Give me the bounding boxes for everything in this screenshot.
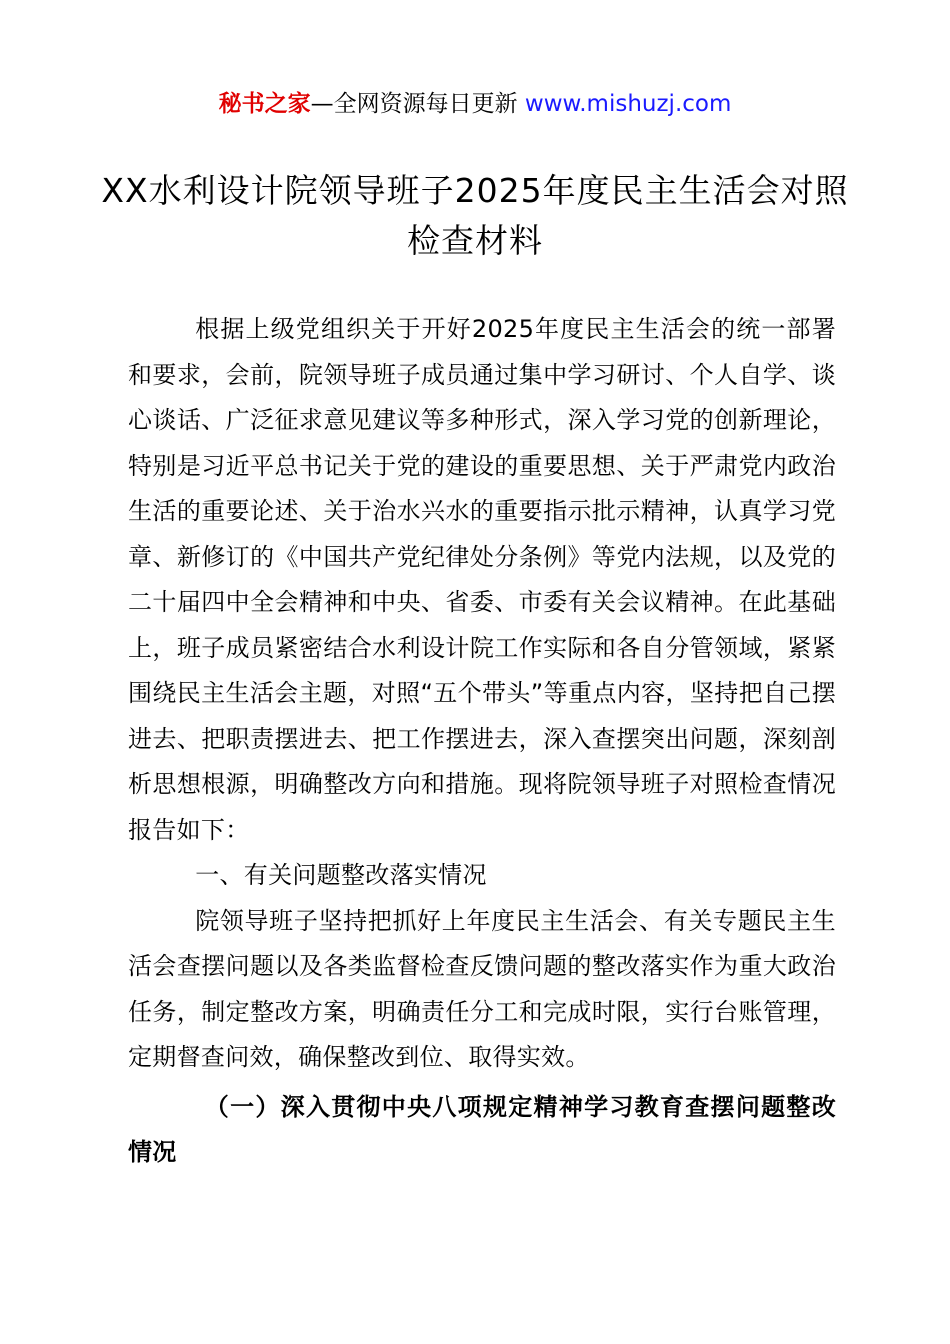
intro-paragraph: 根据上级党组织关于开好2025年度民主生活会的统一部署和要求，会前，院领导班子成员通过集中学习研讨、个人自学、谈心谈话、广泛征求意见建议等多种形式，深入学习党的创新理论，特别是习近平总书记关于党的建设的重要思想、关于严肃党内政治生活的重要论述、关于治水兴水的重要指示批示精神，认真学习党章、新修订的《中国共产党纪律处分条例》等党内法规，以及党的二十届四中全会精神和中央、省委、市委有关会议精神。在此基础上，班子成员紧密结合水利设计院工作实际和各自分管领域，紧紧围绕民主生活会主题，对照“五个带头”等重点内容，坚持把自己摆进去、把职责摆进去、把工作摆进去，深入查摆突出问题，深刻剖析思想根源，明确整改方向和措施。现将院领导班子对照检查情况报告如下： (128, 315, 836, 844)
section-paragraph: 院领导班子坚持把抓好上年度民主生活会、有关专题民主生活会查摆问题以及各类监督检查反馈问题的整改落实作为重大政治任务，制定整改方案，明确责任分工和完成时限，实行台账管理，定期督查问效，确保整改到位、取得实效。 (128, 906, 836, 1071)
site-slogan: —全网资源每日更新 (310, 91, 525, 117)
site-brand: 秘书之家 (218, 91, 311, 117)
document-body (128, 307, 836, 1176)
site-url-link[interactable]: www.mishuzj.com (524, 91, 732, 117)
subsection-heading: （一）深入贯彻中央八项规定精神学习教育查摆问题整改情况 (128, 1092, 836, 1166)
section-heading: 一、有关问题整改落实情况 (195, 861, 487, 889)
document-title: XX水利设计院领导班子2025年度民主生活会对照检查材料 (101, 171, 849, 260)
site-header (0, 88, 950, 120)
